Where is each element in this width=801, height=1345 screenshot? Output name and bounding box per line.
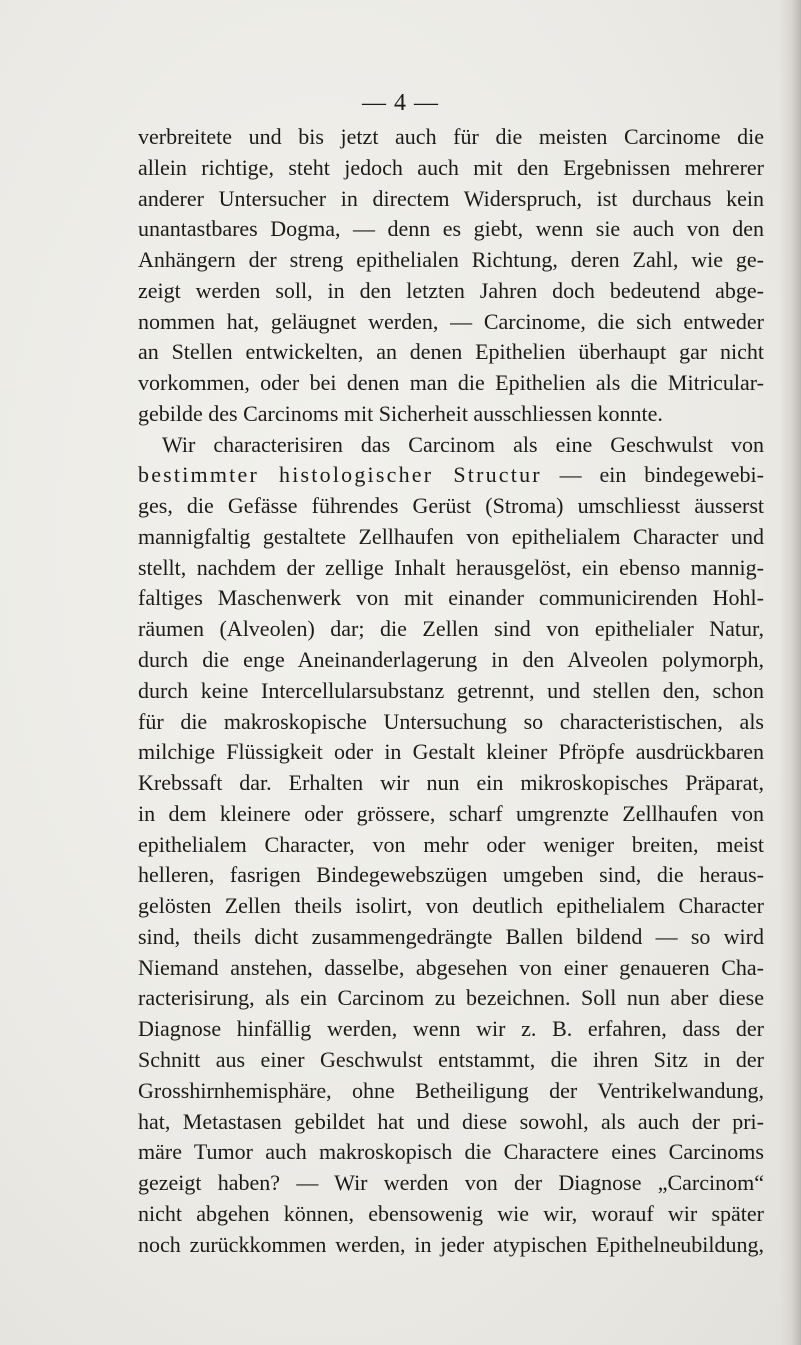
emphasized-phrase: bestimmter histologischer Structur xyxy=(138,462,542,488)
text-line: gebilde des Carcinoms mit Sicherheit ausschliessen konnte. xyxy=(138,400,663,426)
text-line: helleren, fasrigen Bindegewebszügen umgeben sind, die heraus- xyxy=(138,862,764,888)
text-line-spaced xyxy=(138,460,764,491)
text-line: allein richtige, steht jedoch auch mit den Ergebnissen mehrerer xyxy=(138,154,764,180)
text-line: in dem kleinere oder grössere, scharf umgrenzte Zellhaufen von xyxy=(138,800,764,826)
text-line: für die makroskopische Untersuchung so characteristischen, als xyxy=(138,708,764,734)
text-line: räumen (Alveolen) dar; die Zellen sind von epithelialer Natur, xyxy=(138,616,764,642)
text-line: an Stellen entwickelten, an denen Epithelien überhaupt gar nicht xyxy=(138,339,764,365)
text-line: epithelialem Character, von mehr oder weniger breiten, meist xyxy=(138,831,764,857)
text-line: verbreitete und bis jetzt auch für die meisten Carcinome die xyxy=(138,124,764,149)
body-text xyxy=(138,122,764,1260)
text-line: sind, theils dicht zusammengedrängte Ballen bildend — so wird xyxy=(138,923,764,949)
text-line: zeigt werden soll, in den letzten Jahren doch bedeutend abge- xyxy=(138,277,764,303)
text-line: vorkommen, oder bei denen man die Epithelien als die Mitricular- xyxy=(138,370,764,396)
text-line: mannigfaltig gestaltete Zellhaufen von epithelialem Character und xyxy=(138,523,764,549)
page-edge-shadow xyxy=(779,0,801,1345)
text-line: nommen hat, geläugnet werden, — Carcinome, die sich entweder xyxy=(138,308,764,334)
text-line: nicht abgehen können, ebensowenig wie wir, worauf wir später xyxy=(138,1200,764,1226)
text-line: gezeigt haben? — Wir werden von der Diagnose „Carcinom“ xyxy=(138,1170,764,1196)
page-number: — 4 — xyxy=(362,90,439,116)
text-line: Schnitt aus einer Geschwulst entstammt, die ihren Sitz in der xyxy=(138,1046,764,1072)
text-line: racterisirung, als ein Carcinom zu bezeichnen. Soll nun aber diese xyxy=(138,985,764,1011)
text-line: durch keine Intercellularsubstanz getrennt, und stellen den, schon xyxy=(138,677,764,703)
text-line: Anhängern der streng epithelialen Richtung, deren Zahl, wie ge- xyxy=(138,247,764,273)
text-line: noch zurückkommen werden, in jeder atypischen Epithelneubildung, xyxy=(138,1231,764,1257)
text-line: milchige Flüssigkeit oder in Gestalt kleiner Pfröpfe ausdrückbaren xyxy=(138,739,764,765)
text-line: Diagnose hinfällig werden, wenn wir z. B. erfahren, dass der xyxy=(138,1016,764,1042)
text-line: ges, die Gefässe führendes Gerüst (Stroma) umschliesst äusserst xyxy=(138,493,764,519)
text-line: anderer Untersucher in directem Widerspruch, ist durchaus kein xyxy=(138,185,764,211)
text-line: faltiges Maschenwerk von mit einander communicirenden Hohl- xyxy=(138,585,764,611)
text-fragment: — ein bindegewebi- xyxy=(541,462,764,488)
paragraph-start-line: Wir characterisiren das Carcinom als eine Geschwulst von xyxy=(162,431,764,457)
text-line: Krebssaft dar. Erhalten wir nun ein mikroskopisches Präparat, xyxy=(138,770,764,796)
text-line: stellt, nachdem der zellige Inhalt herausgelöst, ein ebenso mannig- xyxy=(138,554,764,580)
text-line: hat, Metastasen gebildet hat und diese sowohl, als auch der pri- xyxy=(138,1108,764,1134)
text-line: unantastbares Dogma, — denn es giebt, wenn sie auch von den xyxy=(138,216,764,242)
text-line: gelösten Zellen theils isolirt, von deutlich epithelialem Character xyxy=(138,893,764,919)
text-line: durch die enge Aneinanderlagerung in den Alveolen polymorph, xyxy=(138,647,764,673)
text-line: märe Tumor auch makroskopisch die Charactere eines Carcinoms xyxy=(138,1139,764,1165)
text-line: Niemand anstehen, dasselbe, abgesehen von einer genaueren Cha- xyxy=(138,954,764,980)
text-line: Grosshirnhemisphäre, ohne Betheiligung der Ventrikelwandung, xyxy=(138,1077,764,1103)
